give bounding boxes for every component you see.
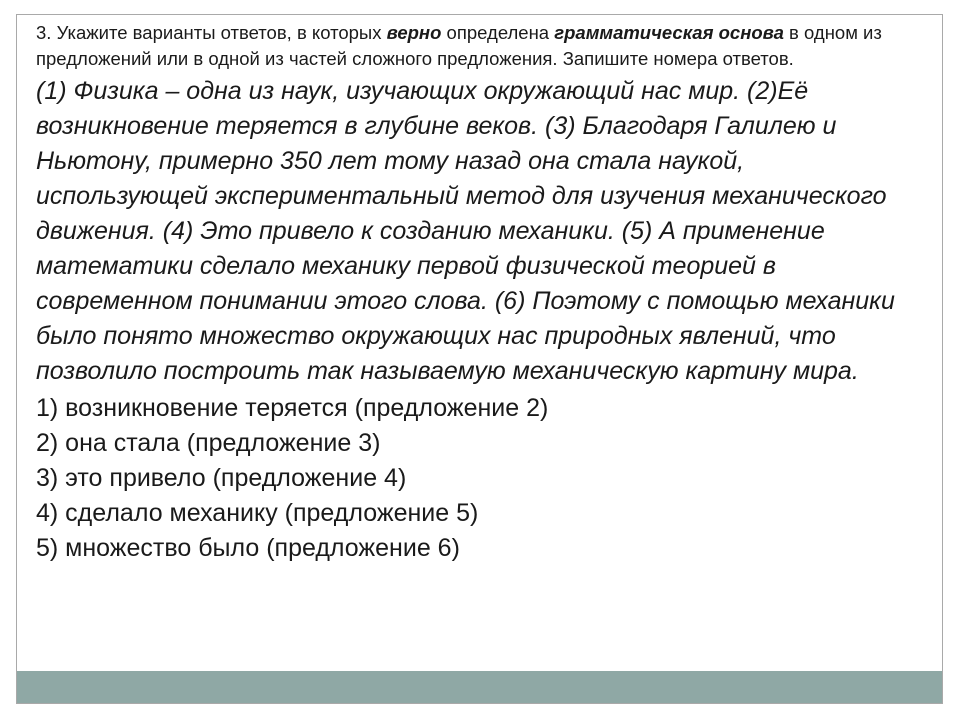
footer-band	[17, 671, 942, 703]
answer-option-5: 5) множество было (предложение 6)	[36, 534, 460, 562]
question-emphasis-verno: верно	[386, 22, 442, 43]
question-part-1: 3. Укажите варианты ответов, в которых	[36, 22, 387, 43]
question-text	[36, 20, 916, 72]
question-emphasis-grammar-basis: грамматическая основа	[554, 22, 784, 43]
answer-option-3: 3) это привело (предложение 4)	[36, 464, 407, 492]
answer-option-2: 2) она стала (предложение 3)	[36, 429, 381, 457]
answer-options	[36, 391, 916, 566]
slide-content	[36, 20, 916, 566]
question-part-3: в одном из предложений или в одной из частей сложного предложения. Запишите номера ответов.	[36, 22, 882, 69]
answer-option-1: 1) возникновение теряется (предложение 2)	[36, 394, 549, 422]
answer-option-4: 4) сделало механику (предложение 5)	[36, 499, 479, 527]
passage-text: (1) Физика – одна из наук, изучающих окружающий нас мир. (2)Её возникновение теряется в глубине веков. (3) Благодаря Галилею и Ньютону, примерно 350 лет тому назад она стала наукой, использующей экспериментальный метод для изучения механического движения. (4) Это привело к созданию механики. (5) А применение математики сделало механику первой физической теорией в современном понимании этого слова. (6) Поэтому с помощью механики было понято множество окружающих нас природных явлений, что позволило построить так называемую механическую картину мира.	[36, 77, 895, 385]
question-part-2: определена	[441, 22, 555, 43]
